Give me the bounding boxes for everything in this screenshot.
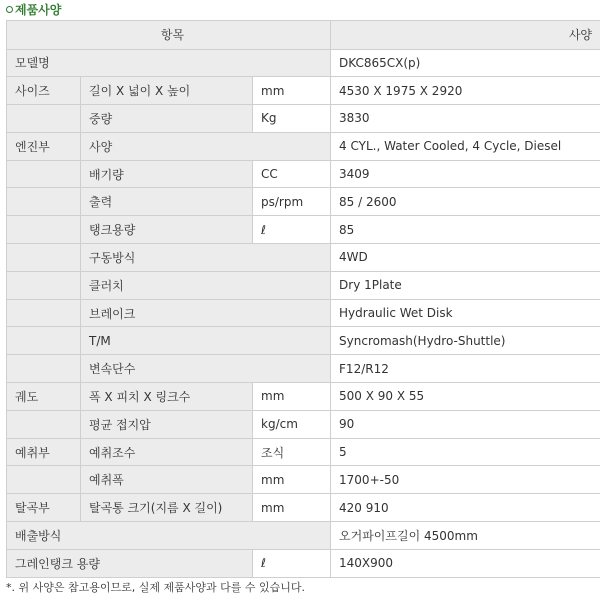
row-item: T/M <box>81 327 331 355</box>
row-category <box>7 105 81 133</box>
disclaimer-note: *. 위 사양은 참고용이므로, 실제 제품사양과 다를 수 있습니다. <box>6 580 305 594</box>
table-row <box>7 216 600 244</box>
row-value: F12/R12 <box>331 355 600 383</box>
row-value: DKC865CX(p) <box>331 49 600 77</box>
row-value: 140X900 <box>331 549 600 577</box>
row-value: 4530 X 1975 X 2920 <box>331 77 600 105</box>
row-unit: mm <box>253 383 331 411</box>
row-item: 출력 <box>81 188 253 216</box>
row-value: Hydraulic Wet Disk <box>331 299 600 327</box>
row-value: Dry 1Plate <box>331 271 600 299</box>
row-item: 예취조수 <box>81 438 253 466</box>
table-row <box>7 383 600 411</box>
row-category <box>7 327 81 355</box>
row-value: 3830 <box>331 105 600 133</box>
row-value: 5 <box>331 438 600 466</box>
row-unit: ℓ <box>253 216 331 244</box>
table-row <box>7 327 600 355</box>
table-row <box>7 410 600 438</box>
row-category: 엔진부 <box>7 132 81 160</box>
table-row <box>7 49 600 77</box>
row-item: 탱크용량 <box>81 216 253 244</box>
table-row <box>7 438 600 466</box>
row-unit: mm <box>253 494 331 522</box>
row-category: 궤도 <box>7 383 81 411</box>
row-category <box>7 188 81 216</box>
row-item: 사양 <box>81 132 331 160</box>
table-row <box>7 244 600 272</box>
row-value: 4WD <box>331 244 600 272</box>
section-title-text: 제품사양 <box>15 3 62 17</box>
table-row <box>7 549 600 577</box>
table-header-row <box>7 21 600 50</box>
row-category <box>7 466 81 494</box>
table-row <box>7 466 600 494</box>
row-category <box>7 216 81 244</box>
table-row <box>7 132 600 160</box>
row-label: 모델명 <box>7 49 331 77</box>
row-unit: mm <box>253 466 331 494</box>
row-unit: kg/cm <box>253 410 331 438</box>
table-row <box>7 299 600 327</box>
table-row <box>7 77 600 105</box>
row-item: 클러치 <box>81 271 331 299</box>
row-unit: ps/rpm <box>253 188 331 216</box>
row-value: 500 X 90 X 55 <box>331 383 600 411</box>
table-row <box>7 160 600 188</box>
table-row <box>7 355 600 383</box>
row-category <box>7 160 81 188</box>
row-unit: ℓ <box>253 549 331 577</box>
table-row <box>7 271 600 299</box>
table-row <box>7 105 600 133</box>
row-item: 구동방식 <box>81 244 331 272</box>
row-category <box>7 355 81 383</box>
row-category <box>7 271 81 299</box>
row-item: 폭 X 피치 X 링크수 <box>81 383 253 411</box>
row-item: 배기량 <box>81 160 253 188</box>
row-item: 브레이크 <box>81 299 331 327</box>
row-unit: mm <box>253 77 331 105</box>
spec-table <box>6 20 600 578</box>
row-unit: Kg <box>253 105 331 133</box>
row-value: 3409 <box>331 160 600 188</box>
row-value: 85 / 2600 <box>331 188 600 216</box>
row-value: 90 <box>331 410 600 438</box>
row-category: 탈곡부 <box>7 494 81 522</box>
row-label: 배출방식 <box>7 522 331 550</box>
table-row <box>7 188 600 216</box>
row-item: 중량 <box>81 105 253 133</box>
header-spec: 사양 <box>331 21 600 50</box>
row-category: 사이즈 <box>7 77 81 105</box>
row-category <box>7 410 81 438</box>
row-value: 오거파이프길이 4500mm <box>331 522 600 550</box>
row-value: 420 910 <box>331 494 600 522</box>
row-item: 길이 X 넓이 X 높이 <box>81 77 253 105</box>
circle-bullet-icon <box>6 6 13 13</box>
table-row <box>7 522 600 550</box>
row-unit: 조식 <box>253 438 331 466</box>
row-unit: CC <box>253 160 331 188</box>
row-item: 탈곡통 크기(지름 X 길이) <box>81 494 253 522</box>
row-category <box>7 299 81 327</box>
row-item: 변속단수 <box>81 355 331 383</box>
row-category <box>7 244 81 272</box>
row-item: 평균 접지압 <box>81 410 253 438</box>
row-value: 4 CYL., Water Cooled, 4 Cycle, Diesel <box>331 132 600 160</box>
row-value: 85 <box>331 216 600 244</box>
row-value: Syncromash(Hydro-Shuttle) <box>331 327 600 355</box>
row-category: 예취부 <box>7 438 81 466</box>
header-item: 항목 <box>7 21 331 50</box>
table-row <box>7 494 600 522</box>
section-title <box>0 0 600 20</box>
row-value: 1700+-50 <box>331 466 600 494</box>
row-label: 그레인탱크 용량 <box>7 549 253 577</box>
row-item: 예취폭 <box>81 466 253 494</box>
